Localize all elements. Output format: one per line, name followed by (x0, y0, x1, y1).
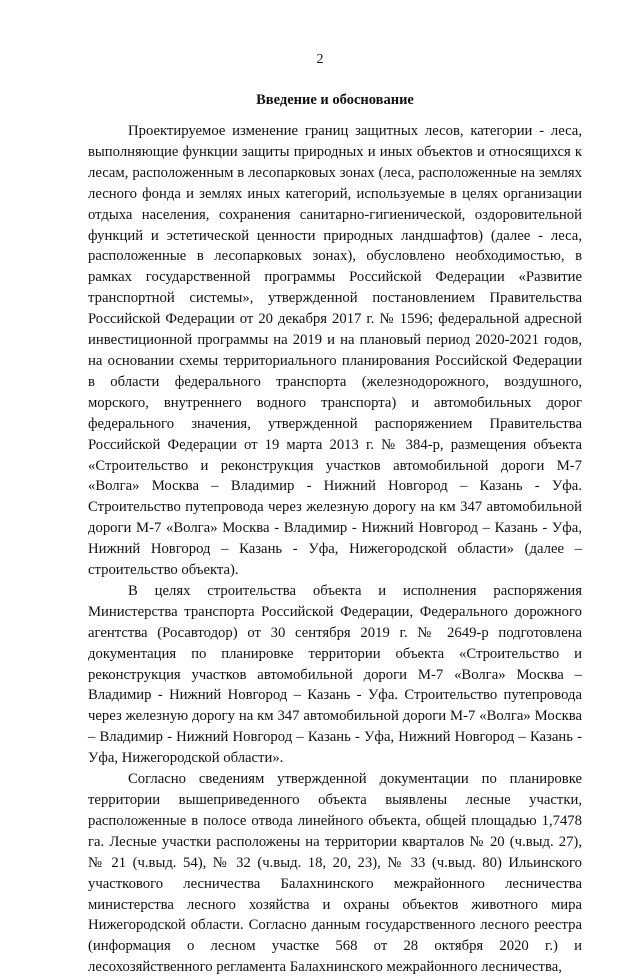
paragraph-2: В целях строительства объекта и исполнения распоряжения Министерства транспорта Российской Федерации, Федерального дорожного агентства (Росавтодор) от 30 сентября 2019 г. № 2649-р подготовлена документация по планировке территории объекта «Строительство и реконструкция участков автомобильной дороги М-7 «Волга» Москва – Владимир - Нижний Новгород – Казань - Уфа. Строительство путепровода через железную дорогу на км 347 автомобильной дороги М-7 «Волга» Москва – Владимир - Нижний Новгород – Казань - Уфа, Нижний Новгород – Казань - Уфа, Нижегородской области». (88, 582, 582, 767)
paragraph-1: Проектируемое изменение границ защитных лесов, категории - леса, выполняющие функции защиты природных и иных объектов и относящихся к лесам, расположенным в лесопарковых зонах (леса, расположенные на землях лесного фонда и землях иных категорий, используемые в целях организации отдыха населения, сохранения санитарно-гигиенической, оздоровительной функций и эстетической ценности природных ландшафтов) (далее - леса, расположенные в лесопарковых зонах), обусловлено необходимостью, в рамках государственной программы Российской Федерации «Развитие транспортной системы», утвержденной постановлением Правительства Российской Федерации от 20 декабря 2017 г. № 1596; федеральной адресной инвестиционной программы на 2019 и на плановый период 2020-2021 годов, на основании схемы территориального планирования Российской Федерации в области федерального транспорта (железнодорожного, воздушного, морского, внутреннего водного транспорта) и автомобильных дорог федерального значения, утвержденной распоряжением Правительства Российской Федерации от 19 марта 2013 г. № 384-р, размещения объекта «Строительство и реконструкция участков автомобильной дороги М-7 «Волга» Москва – Владимир - Нижний Новгород – Казань - Уфа. Строительство путепровода через железную дорогу на км 347 автомобильной дороги М-7 «Волга» Москва - Владимир - Нижний Новгород – Казань - Уфа, Нижний Новгород – Казань - Уфа, Нижегородской области» (далее – строительство объекта). (88, 123, 582, 579)
section-heading: Введение и обоснование (256, 92, 414, 108)
body-text (88, 121, 582, 978)
page-number: 2 (316, 52, 324, 67)
paragraph-3: Согласно сведениям утвержденной документации по планировке территории вышеприведенного объекта выявлены лесные участки, расположенные в полосе отвода линейного объекта, общей площадью 1,7478 га. Лесные участки расположены на территории кварталов № 20 (ч.выд. 27), № 21 (ч.выд. 54), № 32 (ч.выд. 18, 20, 23), № 33 (ч.выд. 80) Ильинского участкового лесничества Балахнинского межрайонного лесничества министерства лесного хозяйства и охраны объектов животного мира Нижегородской области. Согласно данным государственного лесного реестра (информация о лесном участке 568 от 28 октября 2020 г.) и лесохозяйственного регламента Балахнинского межрайонного лесничества, (88, 771, 582, 976)
